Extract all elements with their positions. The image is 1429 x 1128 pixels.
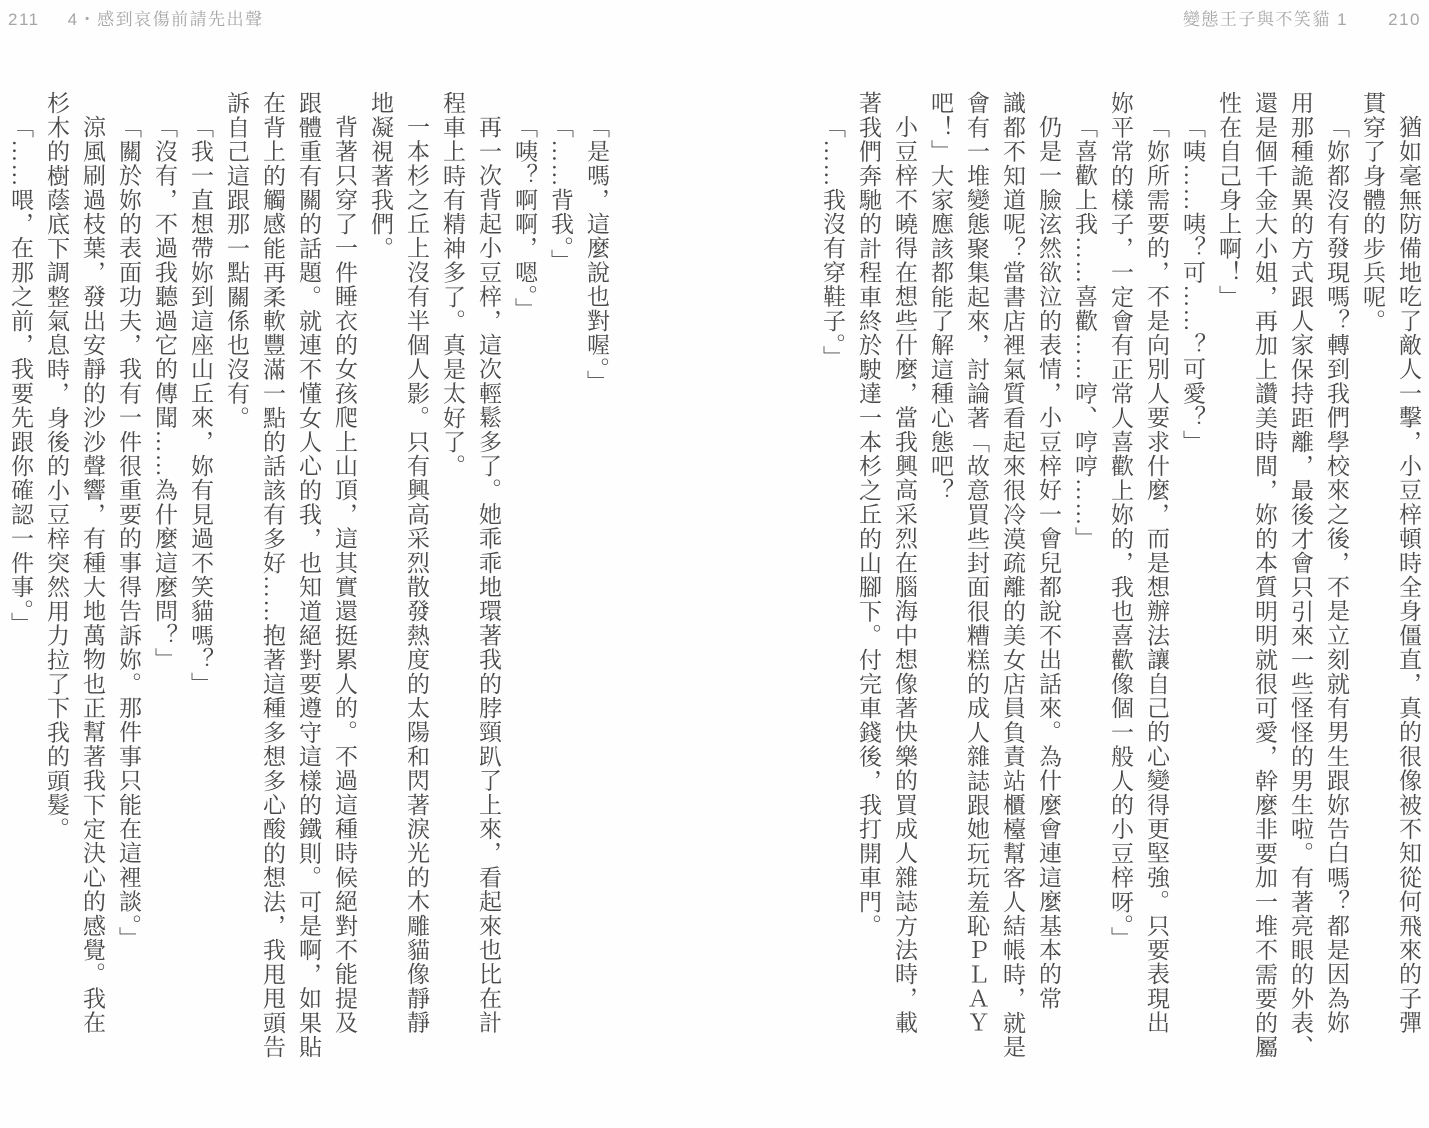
text-column: 程車上時有精神多了。真是太好了。 (440, 91, 465, 479)
text-column: 「沒有，不過我聽過它的傳聞……為什麼這麼問？」 (152, 115, 177, 672)
text-column: 涼風刷過枝葉，發出安靜的沙沙聲響，有種大地萬物也正幫著我下定決心的感覺。我在 (80, 115, 105, 1035)
text-column: 「咦……咦？可……？可愛？」 (1180, 115, 1205, 454)
text-column: 訴自己這跟那一點關係也沒有。 (224, 91, 249, 430)
chapter-title: 4・感到哀傷前請先出聲 (67, 10, 264, 29)
right-page-header (1183, 5, 1421, 30)
text-column: 會有一堆變態聚集起來，討論著「故意買些封面很糟糕的成人雜誌跟她玩玩羞恥ＰＬＡＹ (964, 91, 989, 1035)
text-column: 性在自己身上啊！」 (1216, 91, 1241, 309)
text-column: 「我一直想帶妳到這座山丘來，妳有見過不笑貓嗎？」 (188, 115, 213, 696)
text-column: 地凝視著我們。 (368, 91, 393, 261)
text-column: 「妳都沒有發現嗎？轉到我們學校來之後，不是立刻就有男生跟妳告白嗎？都是因為妳 (1324, 115, 1349, 1035)
text-column: 識都不知道呢？當書店裡氣質看起來很冷漠疏離的美女店員負責站櫃檯幫客人結帳時，就是 (1000, 91, 1025, 1059)
text-column: 「咦？啊啊，嗯。」 (512, 115, 537, 322)
right-page-number: 210 (1388, 10, 1421, 29)
left-page-number: 211 (8, 10, 40, 29)
text-column: 著我們奔馳的計程車終於駛達一本杉之丘的山腳下。付完車錢後，我打開車門。 (856, 91, 881, 938)
text-column: 杉木的樹蔭底下調整氣息時，身後的小豆梓突然用力拉了下我的頭髮。 (44, 91, 69, 842)
text-column: 用那種詭異的方式跟人家保持距離，最後才會只引來一些怪怪的男生啦。有著亮眼的外表、 (1288, 91, 1313, 1059)
text-column: 在背上的觸感能再柔軟豐滿一點的話該有多好……抱著這種多想多心酸的想法，我甩甩頭告 (260, 91, 285, 1059)
text-column: 「是嗎，這麼說也對喔。」 (584, 115, 609, 394)
text-column: 妳平常的樣子，一定會有正常人喜歡上妳的，我也喜歡像個一般人的小豆梓呀。」 (1108, 91, 1133, 951)
text-column: 再一次背起小豆梓，這次輕鬆多了。她乖乖地環著我的脖頸趴了上來，看起來也比在計 (476, 115, 501, 1035)
book-title: 變態王子與不笑貓 1 (1182, 10, 1349, 29)
text-column: 猶如毫無防備地吃了敵人一擊，小豆梓頓時全身僵直，真的很像被不知從何飛來的子彈 (1396, 115, 1421, 1035)
left-page-header (8, 5, 264, 30)
text-column: 一本杉之丘上沒有半個人影。只有興高采烈散發熱度的太陽和閃著淚光的木雕貓像靜靜 (404, 115, 429, 1035)
text-column: 「喜歡上我……喜歡……哼、哼哼……」 (1072, 115, 1097, 551)
text-column: 吧！」大家應該都能了解這種心態吧？ (928, 91, 953, 503)
text-column: 「妳所需要的，不是向別人要求什麼，而是想辦法讓自己的心變得更堅強。只要表現出 (1144, 115, 1169, 1035)
text-column: 小豆梓不曉得在想些什麼，當我興高采烈在腦海中想像著快樂的買成人雜誌方法時，載 (892, 115, 917, 1035)
text-column: 還是個千金大小姐，再加上讚美時間，妳的本質明明就很可愛，幹麼非要加一堆不需要的屬 (1252, 91, 1277, 1059)
text-column: 貫穿了身體的步兵呢。 (1360, 91, 1385, 333)
text-column: 跟體重有關的話題。就連不懂女人心的我，也知道絕對要遵守這樣的鐵則。可是啊，如果貼 (296, 91, 321, 1059)
text-column: 仍是一臉泫然欲泣的表情，小豆梓好一會兒都說不出話來。為什麼會連這麼基本的常 (1036, 115, 1061, 1011)
text-column: 「關於妳的表面功夫，我有一件很重要的事得告訴妳。那件事只能在這裡談。」 (116, 115, 141, 951)
text-column: 「……背我。」 (548, 115, 573, 273)
text-column: 「……我沒有穿鞋子。」 (820, 115, 845, 370)
page-210-text-block (814, 91, 1426, 1103)
text-column: 「……喂，在那之前，我要先跟你確認一件事。」 (8, 115, 33, 636)
text-column: 背著只穿了一件睡衣的女孩爬上山頂，這其實還挺累人的。不過這種時候絕對不能提及 (332, 115, 357, 1035)
page-211-text-block (2, 91, 614, 1103)
